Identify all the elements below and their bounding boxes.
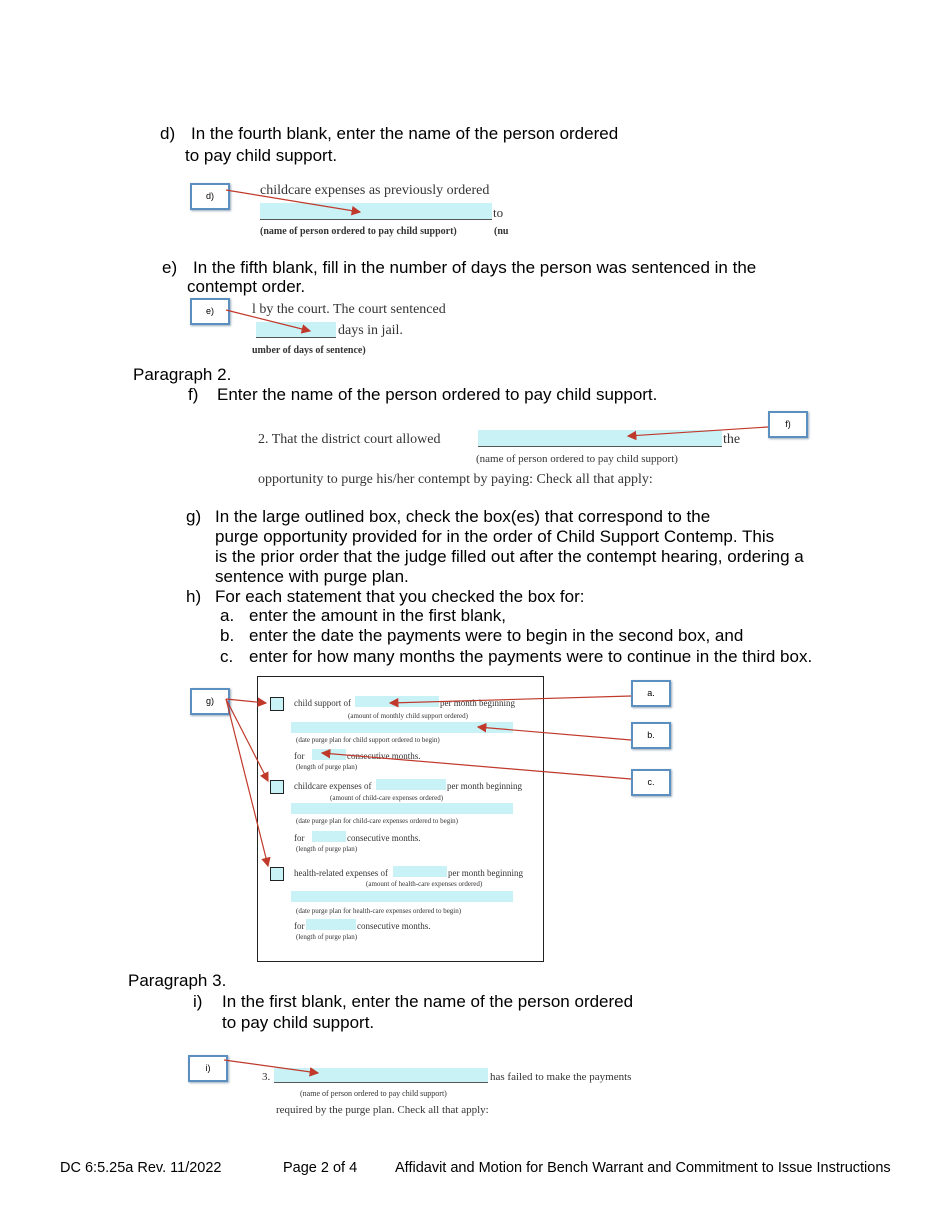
- purge-item-2-cap3: (length of purge plan): [296, 845, 358, 853]
- paragraph-3-heading: Paragraph 3.: [128, 971, 227, 990]
- step-h-sub-c-marker: c.: [220, 647, 234, 666]
- excerpt-i-caption: (name of person ordered to pay child support): [300, 1089, 447, 1098]
- purge-item-2-date-field[interactable]: [291, 803, 513, 814]
- purge-item-2-cap1: (amount of child-care expenses ordered): [330, 794, 444, 802]
- excerpt-i-suffix: has failed to make the payments: [490, 1071, 632, 1083]
- step-h-sub-b-text: enter the date the payments were to begin in the second box, and: [249, 626, 744, 645]
- purge-item-2-amount-field[interactable]: [376, 779, 446, 790]
- excerpt-e-days: days in jail.: [338, 323, 403, 338]
- checkbox-childcare-expenses[interactable]: [270, 780, 284, 794]
- purge-item-3-cap1: (amount of health-care expenses ordered): [366, 880, 483, 888]
- excerpt-i-prefix: 3.: [262, 1071, 271, 1083]
- excerpt-f-prefix: 2. That the district court allowed: [258, 432, 441, 447]
- step-d: [160, 124, 618, 144]
- step-h: [186, 587, 584, 607]
- excerpt-e-caption: umber of days of sentence): [252, 345, 366, 356]
- step-h-sub-a-text: enter the amount in the first blank,: [249, 606, 507, 625]
- purge-item-1-amount-field[interactable]: [355, 696, 439, 707]
- step-e-marker: e): [162, 258, 178, 277]
- excerpt-d-line1: childcare expenses as previously ordered: [260, 183, 490, 198]
- step-d-marker: d): [160, 124, 176, 143]
- step-f-text: Enter the name of the person ordered to pay child support.: [217, 385, 658, 404]
- step-e-text-cont: contempt order.: [187, 277, 306, 296]
- excerpt-d-underline: [260, 219, 492, 220]
- excerpt-f-line2: opportunity to purge his/her contempt by paying: Check all that apply:: [258, 472, 653, 487]
- paragraph-2-heading: Paragraph 2.: [133, 365, 232, 384]
- step-f: [188, 385, 657, 405]
- callout-e: e): [190, 298, 230, 325]
- excerpt-i-line2: required by the purge plan. Check all that apply:: [276, 1104, 489, 1116]
- callout-d: d): [190, 183, 230, 210]
- step-i: [193, 992, 633, 1012]
- step-h-text: For each statement that you checked the box for:: [215, 587, 585, 606]
- excerpt-d-to: to: [493, 205, 504, 220]
- step-e: [162, 258, 756, 278]
- step-g-line1: In the large outlined box, check the box(es) that correspond to the: [215, 507, 711, 526]
- footer-title: Affidavit and Motion for Bench Warrant and Commitment to Issue Instructions: [395, 1160, 891, 1176]
- purge-item-2-mid: per month beginning: [447, 781, 522, 791]
- step-i-text: In the first blank, enter the name of the person ordered: [222, 992, 634, 1011]
- excerpt-e-line1: l by the court. The court sentenced: [252, 302, 446, 317]
- step-d-text: In the fourth blank, enter the name of the person ordered: [191, 124, 619, 143]
- callout-c: c.: [631, 769, 671, 796]
- footer-page-number: Page 2 of 4: [283, 1160, 358, 1176]
- step-h-sub-c-text: enter for how many months the payments were to continue in the third box.: [249, 647, 813, 666]
- purge-item-1-months: consecutive months.: [347, 751, 421, 761]
- excerpt-f-underline: [478, 446, 722, 447]
- step-i-text-cont: to pay child support.: [222, 1013, 375, 1032]
- purge-item-1-label: child support of: [294, 698, 351, 708]
- step-h-sub-b: [220, 626, 743, 646]
- excerpt-e-days-field[interactable]: [256, 322, 336, 338]
- purge-item-3-label: health-related expenses of: [294, 868, 388, 878]
- step-e-text: In the fifth blank, fill in the number of days the person was sentenced in the: [193, 258, 757, 277]
- purge-item-2-label: childcare expenses of: [294, 781, 372, 791]
- step-h-marker: h): [186, 587, 202, 606]
- purge-item-3-date-field[interactable]: [291, 891, 513, 902]
- excerpt-d-caption-cut: (nu: [494, 226, 509, 237]
- step-d-text-cont: to pay child support.: [185, 146, 338, 165]
- purge-item-1-cap1: (amount of monthly child support ordered): [348, 712, 468, 720]
- purge-item-3-cap2: (date purge plan for health-care expenses ordered to begin): [296, 907, 462, 915]
- purge-item-1-for: for: [294, 751, 305, 761]
- step-g-line4: sentence with purge plan.: [215, 567, 409, 586]
- checkbox-child-support[interactable]: [270, 697, 284, 711]
- callout-a: a.: [631, 680, 671, 707]
- purge-item-2-months-field[interactable]: [312, 831, 346, 842]
- purge-item-2-cap2: (date purge plan for child-care expenses ordered to begin): [296, 817, 458, 825]
- footer-form-id: DC 6:5.25a Rev. 11/2022: [60, 1160, 222, 1176]
- purge-item-3-for: for: [294, 921, 305, 931]
- step-i-marker: i): [193, 992, 203, 1011]
- step-g-line2: purge opportunity provided for in the order of Child Support Contemp. This: [215, 527, 775, 546]
- purge-item-1-cap2: (date purge plan for child support ordered to begin): [296, 736, 440, 744]
- excerpt-f-name-field[interactable]: [478, 430, 722, 447]
- purge-item-3-amount-field[interactable]: [393, 866, 447, 877]
- excerpt-f-suffix: the: [723, 432, 741, 447]
- purge-item-3-months: consecutive months.: [357, 921, 431, 931]
- step-g-marker: g): [186, 507, 202, 526]
- excerpt-d-name-field[interactable]: [260, 203, 492, 220]
- purge-item-2-months: consecutive months.: [347, 833, 421, 843]
- excerpt-d-caption: (name of person ordered to pay child support): [260, 226, 457, 237]
- purge-item-2-for: for: [294, 833, 305, 843]
- excerpt-f-caption: (name of person ordered to pay child support): [476, 453, 678, 465]
- purge-item-3-mid: per month beginning: [448, 868, 523, 878]
- step-h-sub-b-marker: b.: [220, 626, 235, 645]
- excerpt-i-name-field[interactable]: [274, 1068, 488, 1083]
- callout-i: i): [188, 1055, 228, 1082]
- excerpt-e-underline: [256, 337, 336, 338]
- purge-item-1-cap3: (length of purge plan): [296, 763, 358, 771]
- purge-item-1-months-field[interactable]: [312, 749, 346, 760]
- purge-item-3-cap3: (length of purge plan): [296, 933, 358, 941]
- callout-b: b.: [631, 722, 671, 749]
- step-g: [186, 507, 710, 527]
- callout-g: g): [190, 688, 230, 715]
- purge-item-1-date-field[interactable]: [291, 722, 513, 733]
- step-f-marker: f): [188, 385, 199, 404]
- checkbox-health-related-expenses[interactable]: [270, 867, 284, 881]
- callout-f: f): [768, 411, 808, 438]
- purge-item-1-mid: per month beginning: [440, 698, 515, 708]
- step-h-sub-a-marker: a.: [220, 606, 235, 625]
- excerpt-i-underline: [274, 1082, 488, 1083]
- purge-item-3-months-field[interactable]: [306, 919, 356, 930]
- step-h-sub-c: [220, 647, 812, 667]
- step-h-sub-a: [220, 606, 506, 626]
- step-g-line3: is the prior order that the judge filled out after the contempt hearing, ordering a: [215, 547, 804, 566]
